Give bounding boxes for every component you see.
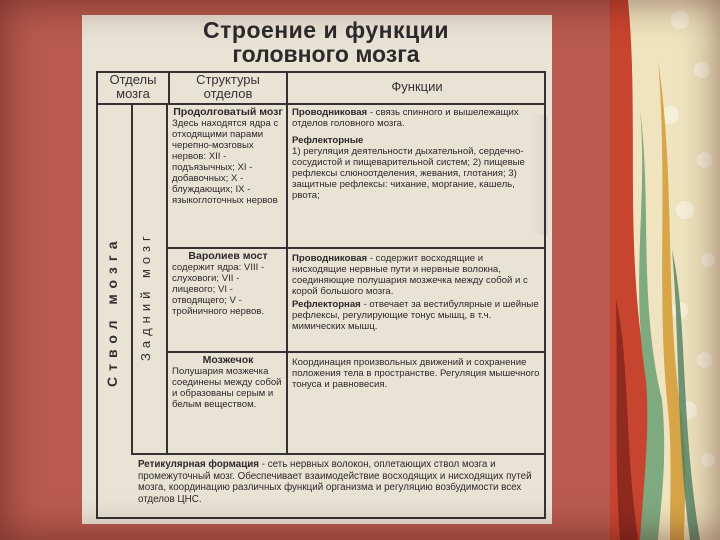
title-line-1: Строение и функции: [203, 17, 449, 43]
reticular-title: Ретикулярная формация: [138, 459, 259, 470]
pons-structure: [172, 251, 284, 317]
pons-structure-text: содержит ядра: VIII - слуховоги; VII - лицевого; VI - отводящего; V - тройничного нервов.: [172, 262, 265, 317]
medulla-conduct-text: - связь спинного и вышележащих отделов головного мозга.: [292, 107, 519, 129]
textbook-scan: [82, 15, 552, 524]
cerebellum-structure: [172, 355, 284, 410]
label-hindbrain: Задний мозг: [138, 231, 153, 361]
cerebellum-structure-text: Полушария мозжечка соединены между собой и образованы серым и белым веществом.: [172, 366, 282, 410]
reticular-formation: [138, 459, 540, 505]
cerebellum-functions: Координация произвольных движений и сохранение положения тела в пространстве. Регуляция мышечного тонуса и равновесия.: [292, 357, 540, 390]
medulla-structure: [172, 107, 284, 206]
title-line-2: головного мозга: [232, 41, 420, 67]
label-brainstem: Ствол мозга: [104, 235, 120, 387]
header-structures: Структуры отделов: [196, 72, 260, 101]
cerebellum-name: Мозжечок: [202, 354, 254, 366]
medulla-conduct-title: Проводниковая: [292, 107, 368, 118]
medulla-reflex-text: 1) регуляция деятельности дыхательной, сердечно-сосудистой и пищеварительной систем; 2) пищевые рефлексы слюноотделения, жевания, глотания; 3) защитные рефлексы: чихание, моргание, кашель, рвота;: [292, 146, 525, 201]
page-title: [180, 18, 472, 74]
header-departments: Отделы мозга: [109, 72, 157, 101]
pons-conduct-text: - содержит восходящие и нисходящие нервные пути и нервные волокна, соединяющие полушария мозжечка между собой и с корой большого мозга.: [292, 253, 528, 297]
decorative-border: [610, 0, 720, 540]
pons-functions: [292, 253, 540, 332]
medulla-functions: [292, 107, 540, 201]
pons-reflex-text: - отвечает за вестибулярные и шейные рефлексы, регулирующие тонус мышц, в т.ч. мимических мышц.: [292, 299, 539, 332]
medulla-name: Продолговатый мозг: [173, 106, 283, 118]
header-functions: Функции: [391, 79, 443, 94]
pons-conduct-title: Проводниковая: [292, 253, 368, 264]
pons-name: Варолиев мост: [188, 250, 268, 262]
brain-structure-table: [96, 71, 546, 519]
medulla-structure-text: Здесь находятся ядра с отходящими парами черепно-мозговых нервов: XII - подъязычных; XI - добавочных; X - блуждающих; IX - языкоглоточных нервов: [172, 118, 279, 206]
reticular-text: - сеть нервных волокон, оплетающих ствол мозга и промежуточный мозг. Обеспечивает взаимодействие восходящих и нисходящих путей мозга, координацию различных функций организма и регуляцию возбудимости всех отделов ЦНС.: [138, 459, 532, 505]
pons-reflex-title: Рефлекторная: [292, 299, 361, 310]
scan-shadow: [530, 115, 548, 235]
medulla-reflex-title: Рефлекторные: [292, 135, 364, 146]
